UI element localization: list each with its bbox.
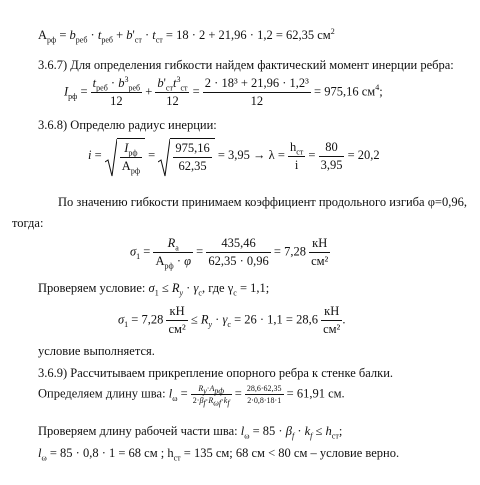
- frac-3: $\frac{\text{2 · 18³ + 21,96 · 1,2³}}{12}$: [204, 76, 309, 108]
- formula-sigma-check: $\sigma_1 = 7,28$ $\frac{кН}{\text{см²}}$ ≤ $R_y \cdot \gamma_c = 26 \cdot 1,1 = 28,6$ $\frac{кН}{\text{см²}}$ .: [118, 304, 346, 336]
- section-3-6-7: 3.6.7) Для определения гибкости найдем фактический момент инерции ребра:: [38, 58, 454, 72]
- section-3-6-9: 3.6.9) Рассчитываем прикрепление опорного ребра к стенке балки.: [38, 366, 394, 380]
- formula-radius: i = $\frac{I_{рф}}{A_{рф}}$ = $\frac{975,16}{62,35}$ = 3,95 → λ = $\frac{h_{ст}}{i}$ = $\frac{80}{3,95}$ = 20,2: [88, 139, 380, 176]
- section-3-6-8: 3.6.8) Определю радиус инерции:: [38, 118, 217, 132]
- formula-sigma1: $\sigma_1$ = $\frac{R_a}{A_{рф} \cdot \varphi}$ = $\frac{435,46}{62,35 \cdot 0,96}$ = 7,28 $\frac{кН}{\text{см²}}$: [130, 236, 329, 271]
- paragraph-then: тогда:: [12, 216, 44, 230]
- sqrt-1: $\frac{I_{рф}}{A_{рф}}$: [105, 138, 145, 174]
- frac-2: $\frac{b'_{ст}t^3_{ст}}{12}$: [157, 74, 188, 108]
- frac-1: $\frac{t_{реб} \cdot b^3_{реб}}{12}$: [92, 74, 141, 108]
- paragraph-phi: По значению гибкости принимаем коэффициент продольного изгиба φ=0,96,: [58, 195, 467, 209]
- check-condition: Проверяем условие: $\sigma_1 \le R_y \cdot \gamma_c$, где $\gamma_с = 1,1$;: [38, 281, 270, 298]
- formula-weld-length: Определяем длину шва: $l_\omega$ = $\frac{R_y\cdot A_{рф}}{2\cdot\beta_f\cdot R_{\omega f}\cdot k_f}$ = $\frac{28,6\cdot 62,35}{2\cdot 0,8\cdot 18\cdot 1}$ = 61,91 см.: [38, 384, 345, 408]
- condition-met: условие выполняется.: [38, 344, 155, 358]
- check-weld-length: Проверяем длину рабочей части шва: $l_\omega = 85 \cdot \beta_f \cdot k_f \le h_{ст}$;: [38, 424, 343, 441]
- sqrt-2: $\frac{975,16}{62,35}$: [158, 138, 214, 174]
- formula-inertia: $I_{рф}$ = $\frac{t_{реб} \cdot b^3_{реб}}{12}$ + $\frac{b'_{ст}t^3_{ст}}{12}$ = $\frac{\text{2 · 18³ + 21,96 · 1,2³}}{12}$ = 975,16 $см^4$;: [64, 74, 383, 108]
- formula-area: $A_{рф} = b_{реб} \cdot t_{реб} + b'_{ст} \cdot t_{ст} = 18 \cdot 2 + 21,96 \cdot 1,2 = 62,35$ $см^2$: [38, 26, 335, 45]
- final-line: $l_\omega = 85 \cdot 0,8 \cdot 1 = 68$ см ; $h_{ст} = 135$ см; 68 см < 80 см – условие верно.: [38, 446, 400, 463]
